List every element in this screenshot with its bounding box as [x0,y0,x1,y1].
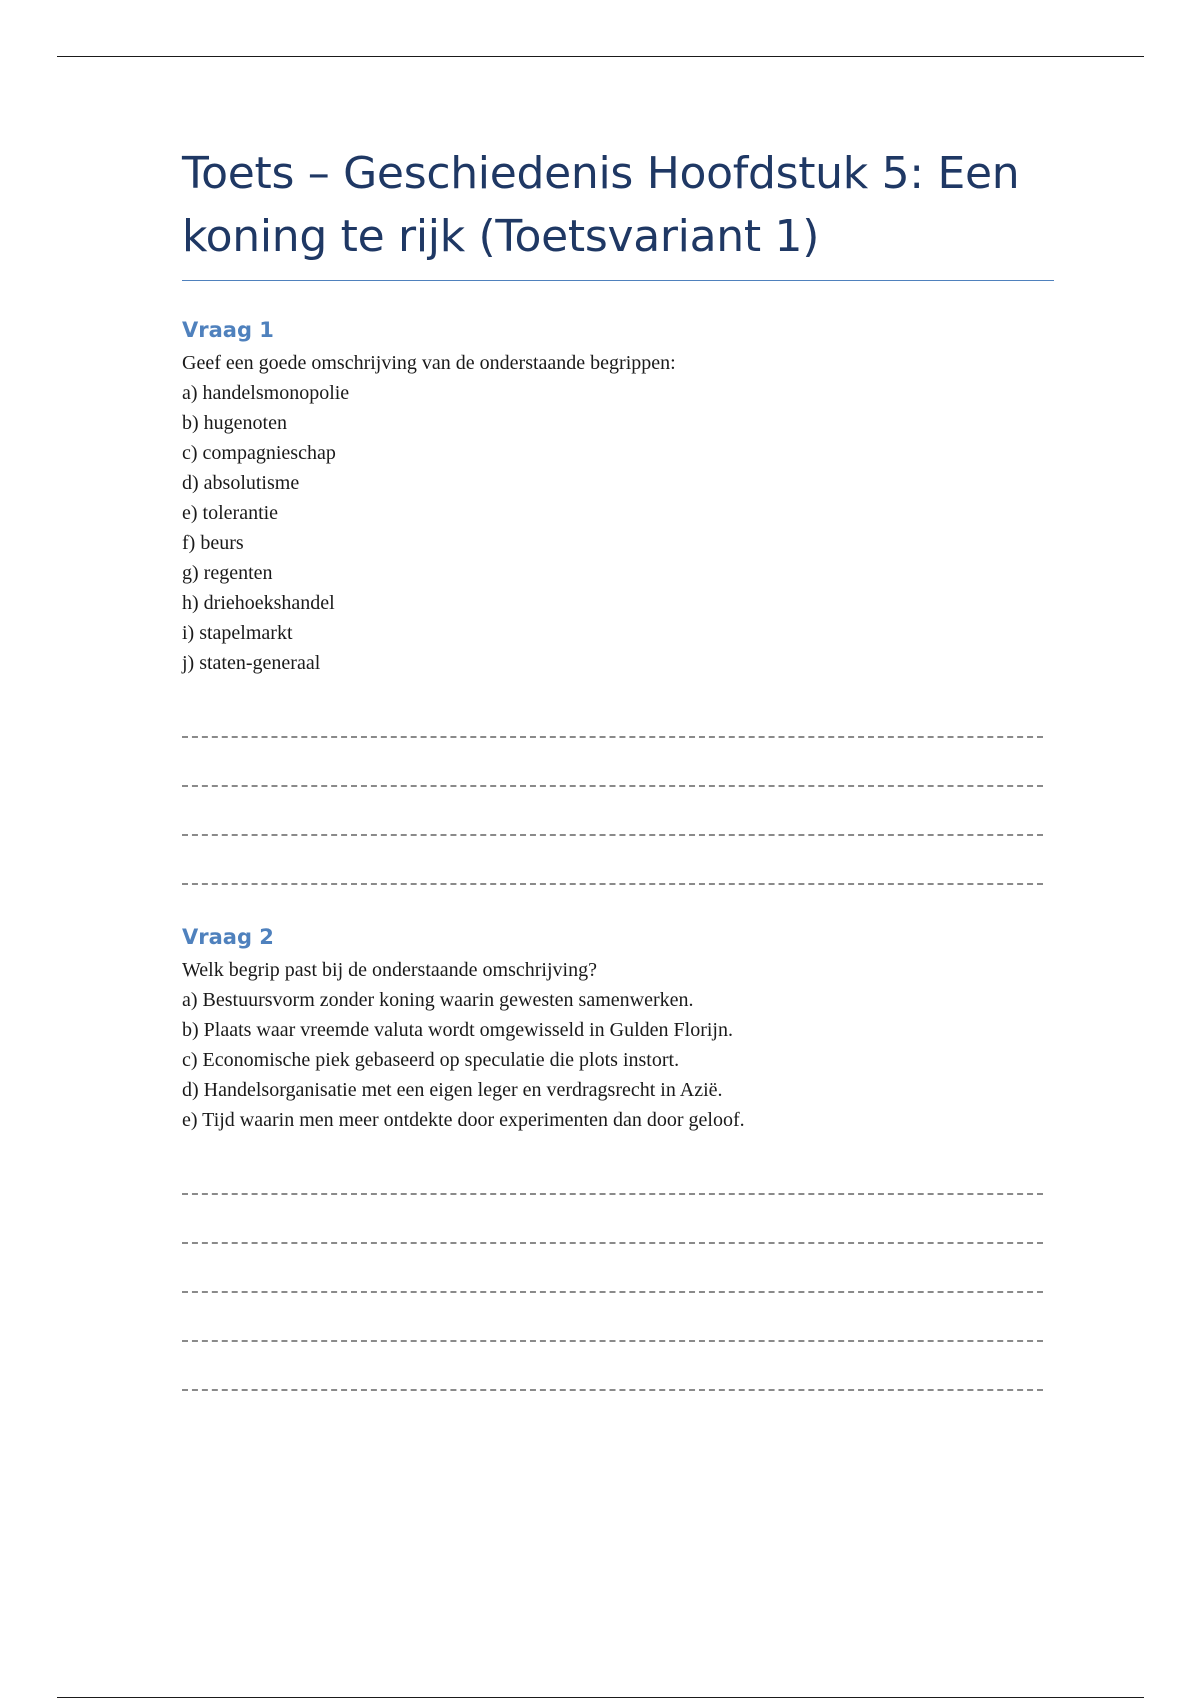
list-item: a) Bestuursvorm zonder koning waarin gewesten samenwerken. [182,989,694,1011]
list-item: d) Handelsorganisatie met een eigen leger en verdragsrecht in Azië. [182,1079,723,1101]
answer-line[interactable] [182,1247,1054,1296]
question-prompt: Geef een goede omschrijving van de onderstaande begrippen: [182,352,676,374]
answer-line[interactable] [182,839,1054,888]
list-item: c) compagnieschap [182,442,336,464]
list-item: g) regenten [182,562,273,584]
list-item: j) staten-generaal [182,652,321,674]
page-header-rule [57,56,1144,57]
answer-line[interactable] [182,1296,1054,1345]
question-heading: Vraag 1 [182,318,274,342]
answer-area[interactable] [182,1149,1054,1394]
list-item: f) beurs [182,532,244,554]
list-item: c) Economische piek gebaseerd op speculatie die plots instort. [182,1049,680,1071]
question-heading: Vraag 2 [182,925,274,949]
list-item: e) tolerantie [182,502,279,524]
list-item: h) driehoekshandel [182,592,335,614]
page-title: Toets – Geschiedenis Hoofdstuk 5: Een koning te rijk (Toetsvariant 1) [182,142,1054,281]
list-item: e) Tijd waarin men meer ontdekte door experimenten dan door geloof. [182,1109,745,1131]
answer-line[interactable] [182,790,1054,839]
list-item: a) handelsmonopolie [182,382,350,404]
answer-line[interactable] [182,741,1054,790]
list-item: d) absolutisme [182,472,300,494]
answer-area[interactable] [182,692,1054,888]
answer-line[interactable] [182,1149,1054,1198]
list-item: i) stapelmarkt [182,622,293,644]
list-item: b) hugenoten [182,412,287,434]
question-prompt: Welk begrip past bij de onderstaande omschrijving? [182,959,597,981]
answer-line[interactable] [182,1345,1054,1394]
page-footer-rule [57,1697,1144,1698]
question-1 [182,315,1054,888]
list-item: b) Plaats waar vreemde valuta wordt omgewisseld in Gulden Florijn. [182,1019,733,1041]
answer-line[interactable] [182,1198,1054,1247]
answer-line[interactable] [182,692,1054,741]
question-2 [182,922,1054,1394]
page-content [182,142,1054,1394]
